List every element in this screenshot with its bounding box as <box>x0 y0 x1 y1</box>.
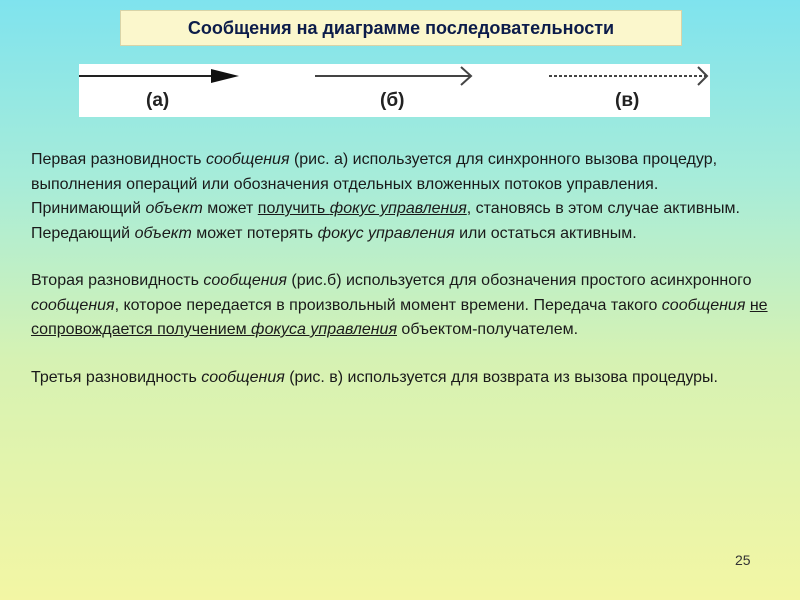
return-message-arrow-icon <box>549 67 707 85</box>
text-run: (рис. в) используется для возврата из вызова процедуры. <box>284 368 718 386</box>
paragraph-asynchronous-message <box>31 269 771 343</box>
paragraph-return-message <box>31 366 771 391</box>
paragraph-synchronous-message <box>31 148 771 246</box>
slide-title-box <box>120 10 682 46</box>
slide-title: Сообщения на диаграмме последовательности <box>187 17 615 38</box>
text-run: объект <box>134 224 192 242</box>
text-run: сообщения <box>203 272 287 289</box>
message-arrows-figure <box>79 64 710 117</box>
text-run: или остаться активным. <box>454 224 637 242</box>
text-run: фокус управления <box>317 224 455 242</box>
text-run: может <box>202 200 258 217</box>
text-run: фокус управления <box>329 200 467 217</box>
figure-label-v: (в) <box>615 90 640 111</box>
text-run: (рис.б) используется для обозначения простого асинхронного <box>286 272 752 289</box>
figure-label-a: (а) <box>146 90 170 111</box>
text-run: Третья разновидность <box>31 368 202 386</box>
text-run: Первая разновидность <box>31 151 206 168</box>
asynchronous-message-arrow-icon <box>315 67 471 85</box>
text-run: Вторая разновидность <box>31 272 204 289</box>
text-run: , становясь в этом случае активным. Передающий <box>31 200 740 242</box>
text-run: получить <box>257 200 330 217</box>
text-run: может потерять <box>191 224 318 242</box>
figure-label-b: (б) <box>380 90 405 111</box>
text-run: сообщения <box>201 368 285 386</box>
text-run: фокуса управления <box>251 321 397 338</box>
text-run: объектом-получателем. <box>396 321 579 338</box>
slide-body-text <box>31 148 771 413</box>
page-number: 25 <box>735 552 751 568</box>
text-run: сообщения <box>661 296 746 314</box>
text-run: не сопровождается получением <box>31 296 768 338</box>
text-run: , которое передается в произвольный момент времени. Передача такого <box>114 296 662 314</box>
synchronous-message-arrow-icon <box>79 69 239 83</box>
text-run: сообщения <box>205 151 290 168</box>
text-run: объект <box>145 200 203 217</box>
text-run: сообщения <box>31 296 115 314</box>
text-run: (рис. а) используется для синхронного вызова процедур, выполнения операций или обозначения отдельных вложенных потоков управления. Принимающий <box>31 151 718 217</box>
